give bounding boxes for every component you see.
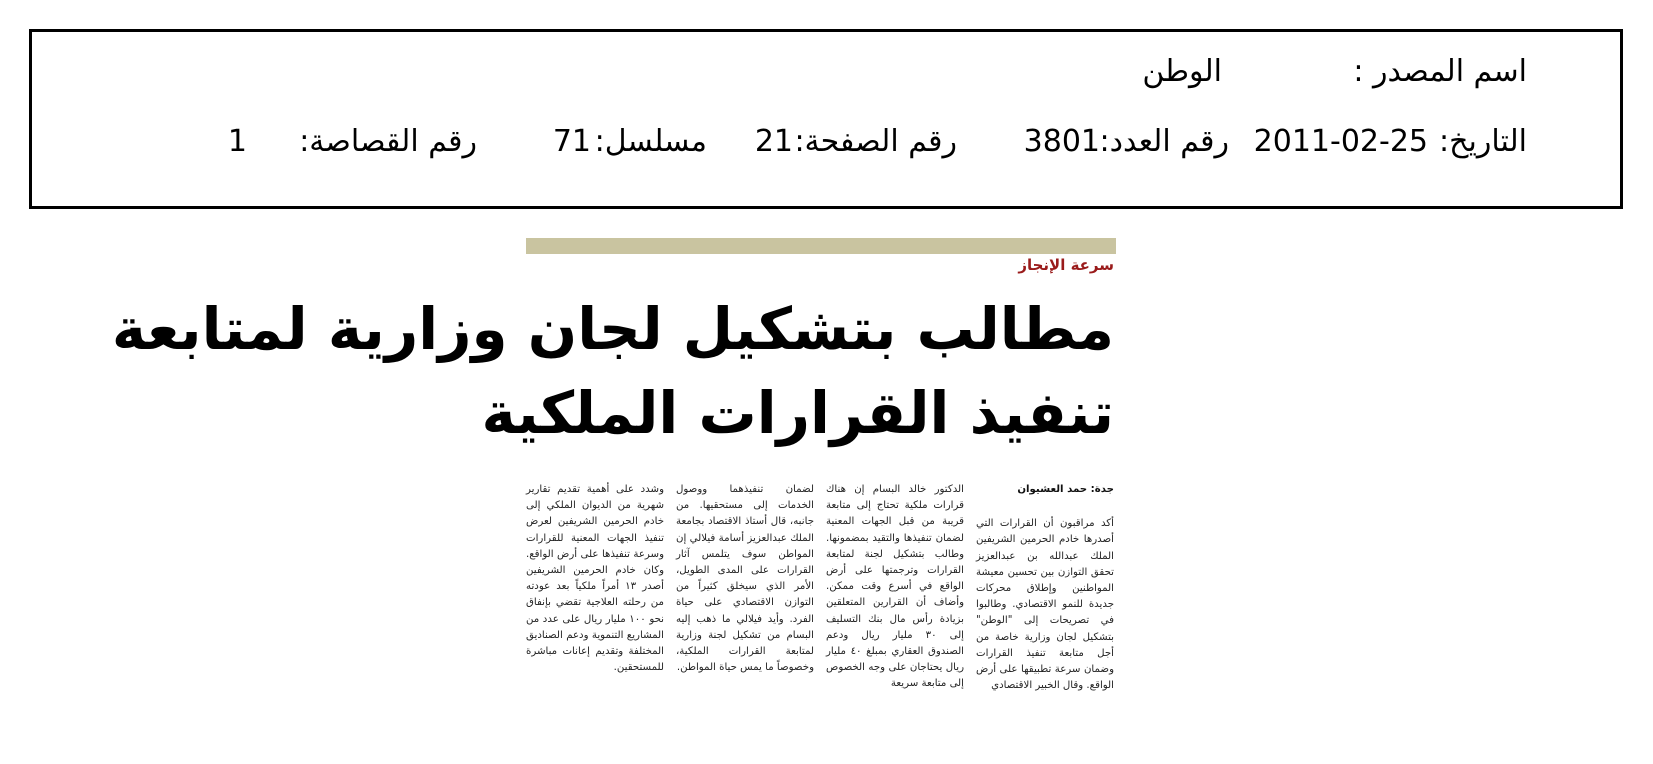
column-3-text: لضمان تنفيذهما ووصول الخدمات إلى مستحقيها. من جانبه، قال أستاذ الاقتصاد بجامعة الملك عبدالعزيز أسامة فيلالي إن المواطن سوف يتلمس آثار القرارات على المدى الطويل، الأمر الذي سيخلق كثيراً من التوازن الاقتصادي على حياة الفرد. وأيد فيلالي ما ذهب إليه البسام من تشكيل لجنة وزارية لمتابعة القرارات الملكية، وخصوصاً ما يمس حياة المواطن. — [676, 484, 814, 674]
serial-label: مسلسل: — [594, 124, 707, 159]
article-column-3 — [676, 482, 814, 676]
issue-label: رقم العدد: — [1099, 124, 1229, 159]
issue-value: 3801 — [1023, 124, 1100, 159]
byline: جدة: حمد العشيوان — [1017, 484, 1114, 495]
column-2-text: الدكتور خالد البسام إن هناك قرارات ملكية تحتاج إلى متابعة قريبة من قبل الجهات المعنية لضمان تنفيذها والتقيد بمضمونها. وطالب بتشكيل لجنة لمتابعة القرارات وترجمتها على أرض الواقع في أسرع وقت ممكن. وأضاف أن القرارين المتعلقين بزيادة رأس مال بنك التسليف إلى ٣٠ مليار ريال ودعم الصندوق العقاري بمبلغ ٤٠ مليار ريال يحتاجان على وجه الخصوص إلى متابعة سريعة — [826, 484, 964, 690]
source-value: الوطن — [1142, 54, 1222, 89]
headline-line-2: تنفيذ القرارات الملكية — [481, 379, 1114, 447]
headline-line-1: مطالب بتشكيل لجان وزارية لمتابعة — [111, 295, 1114, 363]
article-column-4 — [526, 482, 664, 676]
article-column-1 — [976, 482, 1114, 694]
column-1-text: أكد مراقبون أن القرارات التي أصدرها خادم الحرمين الشريفين الملك عبدالله بن عبدالعزيز تحقق التوازن بين تحسين معيشة المواطنين وإطلاق محركات جديدة للنمو الاقتصادي. وطالبوا في تصريحات إلى "الوطن" بتشكيل لجان وزارية خاصة من أجل متابعة تنفيذ القرارات وضمان سرعة تطبيقها على أرض الواقع. وقال الخبير الاقتصادي — [976, 518, 1114, 692]
date-value: 2011-02-25 — [1253, 124, 1428, 159]
clipping-info-box — [29, 29, 1623, 209]
page-label: رقم الصفحة: — [794, 124, 957, 159]
column-4-text: وشدد على أهمية تقديم تقارير شهرية من الديوان الملكي إلى خادم الحرمين الشريفين لعرض تنفيذ الجهات المعنية للقرارات وسرعة تنفيذها على أرض الواقع. وكان خادم الحرمين الشريفين أصدر ١٣ أمراً ملكياً بعد عودته من رحلته العلاجية تقضي بإنفاق نحو ١٠٠ مليار ريال على عدد من المشاريع التنموية ودعم الصناديق المختلفة وتقديم إعانات مباشرة للمستحقين. — [526, 484, 664, 674]
serial-value: 71 — [552, 124, 591, 159]
article-column-2 — [826, 482, 964, 693]
date-label: التاريخ: — [1439, 124, 1527, 159]
source-label: اسم المصدر : — [1353, 54, 1527, 89]
clipping-label: رقم القصاصة: — [299, 124, 477, 159]
section-label: سرعة الإنجاز — [1018, 256, 1114, 274]
page-value: 21 — [754, 124, 793, 159]
clipping-value: 1 — [227, 124, 247, 159]
clipping-top-bar — [526, 238, 1116, 254]
newspaper-clipping — [111, 236, 1116, 764]
